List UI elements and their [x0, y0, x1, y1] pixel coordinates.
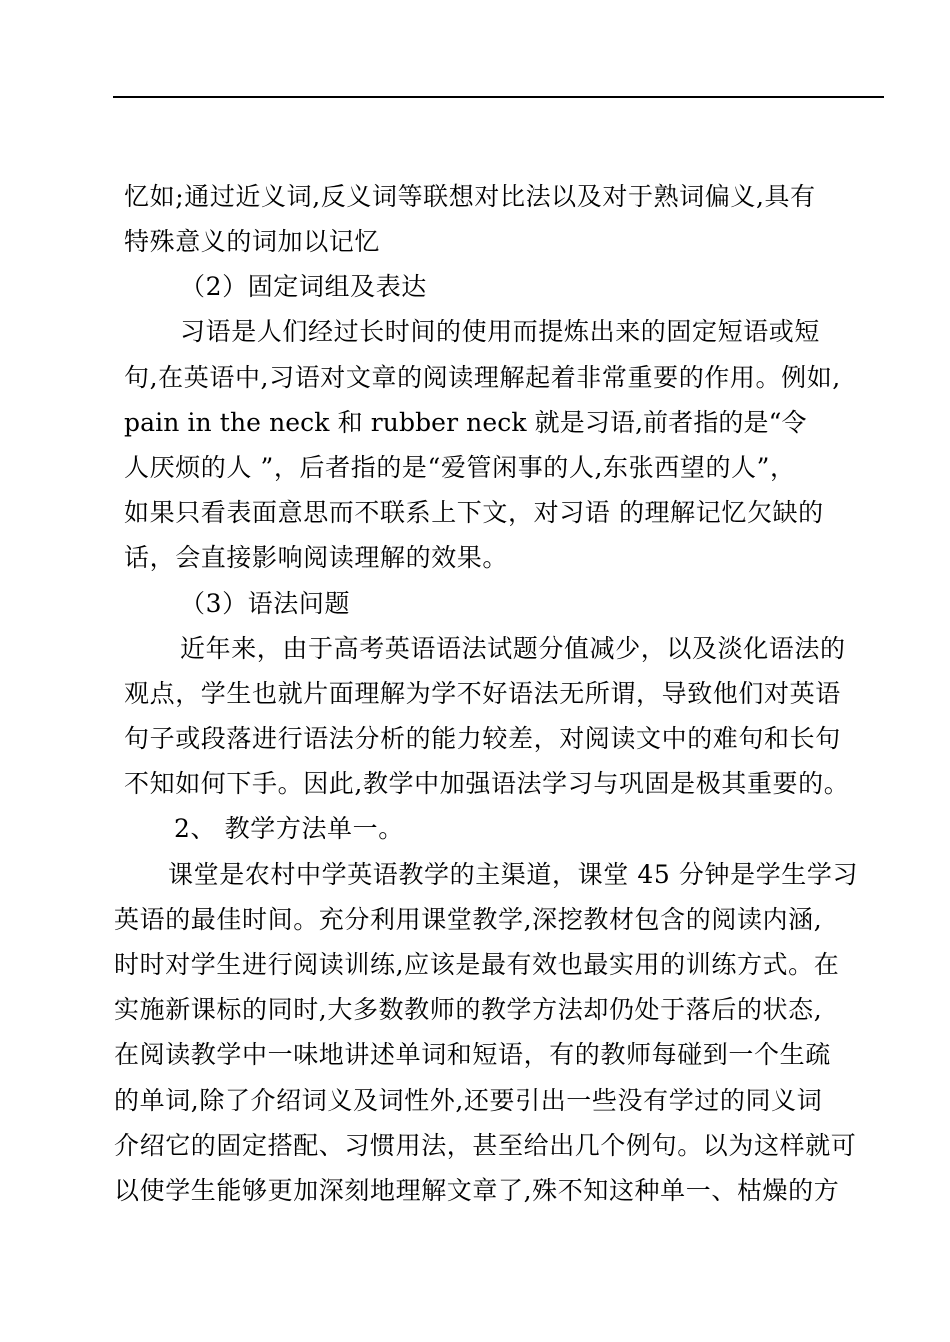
- section-heading: （3）语法问题: [180, 589, 351, 618]
- text-line: 课堂是农村中学英语教学的主渠道，课堂 45 分钟是学生学习: [168, 860, 859, 889]
- text-line: 近年来，由于高考英语语法试题分值减少，以及淡化语法的: [180, 634, 846, 663]
- text-line: 实施新课标的同时,大多数教师的教学方法却仍处于落后的状态,: [114, 995, 823, 1024]
- text-line: 句子或段落进行语法分析的能力较差，对阅读文中的难句和长句: [124, 724, 841, 753]
- text-line: 特殊意义的词加以记忆: [124, 227, 381, 256]
- text-line: 在阅读教学中一味地讲述单词和短语，有的教师每碰到一个生疏: [114, 1040, 831, 1069]
- text-line: 的单词,除了介绍词义及词性外,还要引出一些没有学过的同义词: [114, 1086, 823, 1115]
- section-heading: 2、 教学方法单一。: [174, 814, 404, 843]
- text-line: 以使学生能够更加深刻地理解文章了,殊不知这种单一、枯燥的方: [114, 1176, 840, 1205]
- text-line: 介绍它的固定搭配、习惯用法，甚至给出几个例句。以为这样就可: [114, 1131, 857, 1160]
- text-line: 话，会直接影响阅读理解的效果。: [124, 543, 509, 572]
- text-line: 如果只看表面意思而不联系上下文，对习语 的理解记忆欠缺的: [124, 498, 824, 527]
- text-line: 句,在英语中,习语对文章的阅读理解起着非常重要的作用。例如,: [124, 363, 841, 392]
- text-line: 习语是人们经过长时间的使用而提炼出来的固定短语或短: [180, 317, 821, 346]
- text-line: 忆如;通过近义词,反义词等联想对比法以及对于熟词偏义,具有: [124, 182, 816, 211]
- text-line: 人厌烦的人 ”，后者指的是“爱管闲事的人,东张西望的人”，: [124, 453, 796, 482]
- text-line: 时时对学生进行阅读训练,应该是最有效也最实用的训练方式。在: [114, 950, 840, 979]
- text-line: 英语的最佳时间。充分利用课堂教学,深挖教材包含的阅读内涵,: [114, 905, 823, 934]
- text-line: 观点，学生也就片面理解为学不好语法无所谓，导致他们对英语: [124, 679, 841, 708]
- header-rule: [113, 96, 884, 98]
- section-heading: （2）固定词组及表达: [180, 272, 427, 301]
- text-line: pain in the neck 和 rubber neck 就是习语,前者指的是“令: [124, 408, 807, 437]
- text-line: 不知如何下手。因此,教学中加强语法学习与巩固是极其重要的。: [124, 769, 850, 798]
